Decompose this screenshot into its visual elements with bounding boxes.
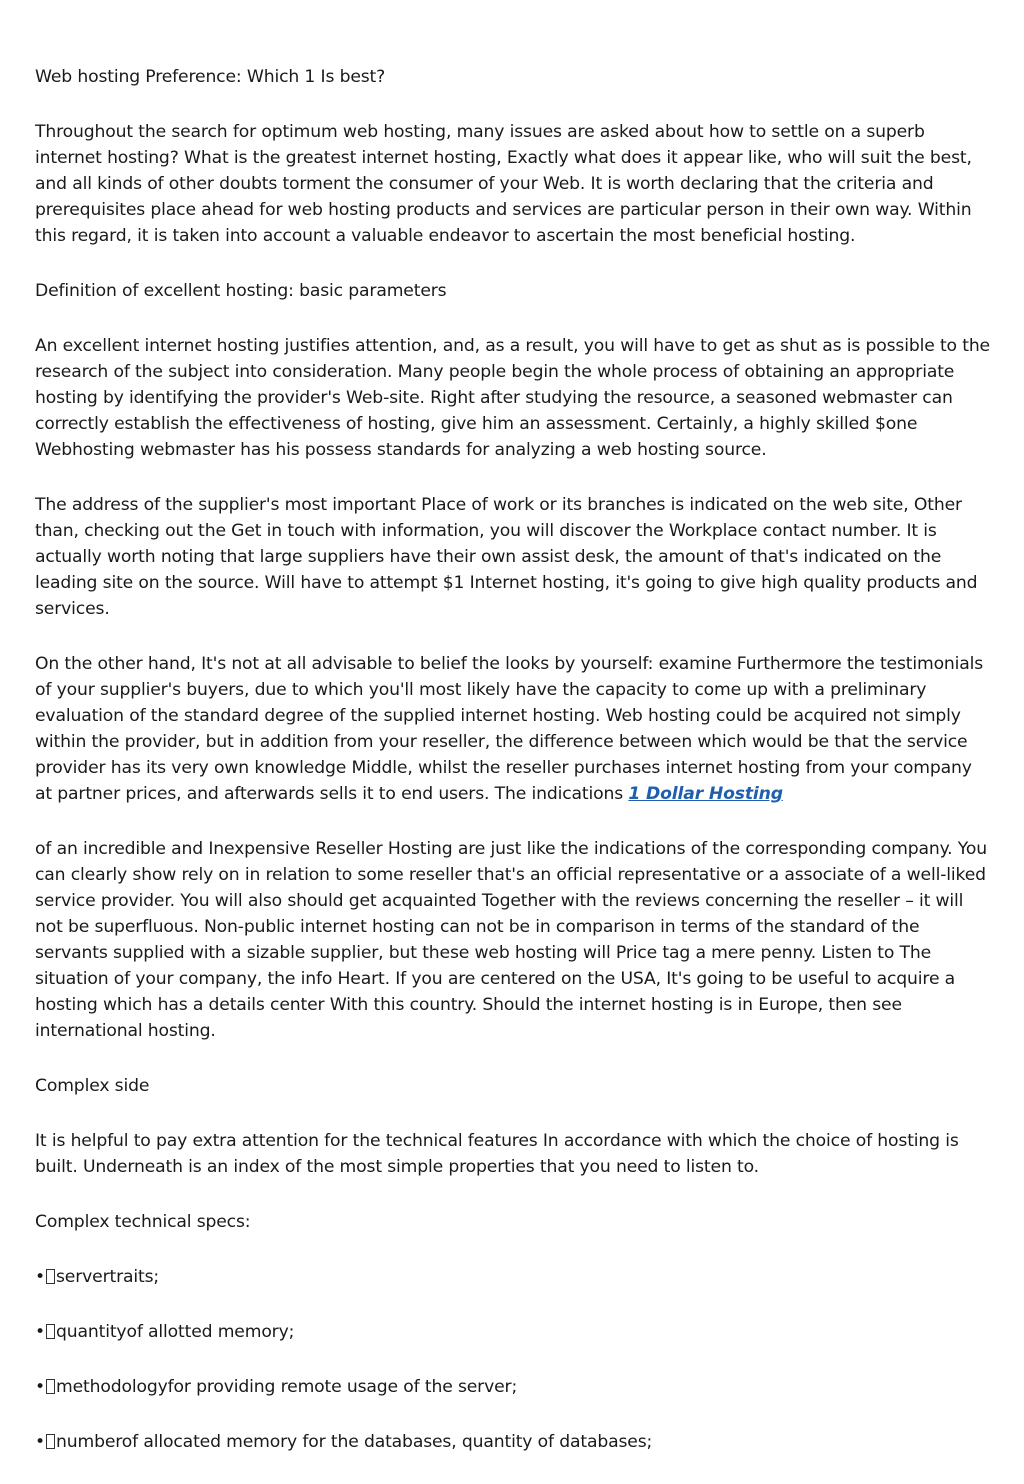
paragraph-technical-features: It is helpful to pay extra attention for the technical features In accordance with which the choice of hosting is built. Underneath is an index of the most simple properties that you need to listen to. — [35, 1131, 959, 1177]
paragraph-intro: Throughout the search for optimum web hosting, many issues are asked about how to settle on a superb internet hosting? What is the greatest internet hosting, Exactly what does it appear like, who will suit the best, and all kinds of other doubts torment the consumer of your Web. It is worth declaring that the criteria and prerequisites place ahead for web hosting products and services are particular person in their own way. Within this regard, it is taken into account a valuable endeavor to ascertain the most beneficial hosting. — [35, 122, 972, 246]
missing-glyph-icon — [46, 1269, 55, 1284]
document-page — [35, 64, 990, 1484]
missing-glyph-icon — [46, 1324, 55, 1339]
paragraph-reseller: of an incredible and Inexpensive Reseller Hosting are just like the indications of the corresponding company. You can clearly show rely on in relation to some reseller that's an official representative or a associate of a well-liked service provider. You will also should get acquainted Together with the reviews concerning the reseller – it will not be superfluous. Non-public internet hosting can not be in comparison in terms of the standard of the servants supplied with a sizable supplier, but these web hosting will Price tag a mere penny. Listen to The situation of your company, the info Heart. If you are centered on the USA, It's going to be useful to acquire a hosting which has a details center With this country. Should the internet hosting is in Europe, then see international hosting. — [35, 839, 987, 1041]
bullet-icon: • — [35, 1377, 45, 1397]
bullet-icon: • — [35, 1322, 45, 1342]
one-dollar-hosting-link[interactable]: 1 Dollar Hosting — [628, 784, 783, 804]
missing-glyph-icon — [46, 1379, 55, 1394]
missing-glyph-icon — [46, 1434, 55, 1449]
section-heading-specs: Complex technical specs: — [35, 1212, 251, 1232]
list-item — [35, 1264, 990, 1290]
paragraph-testimonials-text: On the other hand, It's not at all advisable to belief the looks by yourself: examine Furthermore the testimonials of your supplier's buyers, due to which you'll most likely have the capacity to come up with a preliminary evaluation of the standard degree of the supplied internet hosting. Web hosting could be acquired not simply within the provider, but in addition from your reseller, the difference between which would be that the service provider has its very own knowledge Middle, whilst the reseller purchases internet hosting from your company at partner prices, and afterwards sells it to end users. The indications — [35, 654, 984, 804]
section-heading-definition: Definition of excellent hosting: basic parameters — [35, 281, 447, 301]
article-title: Web hosting Preference: Which 1 Is best? — [35, 67, 386, 87]
section-heading-complex-side: Complex side — [35, 1076, 150, 1096]
bullet-icon: • — [35, 1267, 45, 1287]
list-item-text: methodologyfor providing remote usage of the server; — [56, 1377, 518, 1397]
list-item — [35, 1319, 990, 1345]
paragraph-testimonials — [35, 651, 990, 807]
bullet-icon: • — [35, 1432, 45, 1452]
list-item-text: quantityof allotted memory; — [56, 1322, 295, 1342]
paragraph-supplier-address: The address of the supplier's most important Place of work or its branches is indicated on the web site, Other than, checking out the Get in touch with information, you will discover the Workplace contact number. It is actually worth noting that large suppliers have their own assist desk, the amount of that's indicated on the leading site on the source. Will have to attempt $1 Internet hosting, it's going to give high quality products and services. — [35, 495, 978, 619]
list-item-text: servertraits; — [56, 1267, 160, 1287]
paragraph-excellent-hosting: An excellent internet hosting justifies attention, and, as a result, you will have to get as shut as is possible to the research of the subject into consideration. Many people begin the whole process of obtaining an appropriate hosting by identifying the provider's Web-site. Right after studying the resource, a seasoned webmaster can correctly establish the effectiveness of hosting, give him an assessment. Certainly, a highly skilled $one Webhosting webmaster has his possess standards for analyzing a web hosting source. — [35, 336, 990, 460]
list-item — [35, 1429, 990, 1455]
list-item — [35, 1374, 990, 1400]
list-item-text: numberof allocated memory for the databases, quantity of databases; — [56, 1432, 653, 1452]
